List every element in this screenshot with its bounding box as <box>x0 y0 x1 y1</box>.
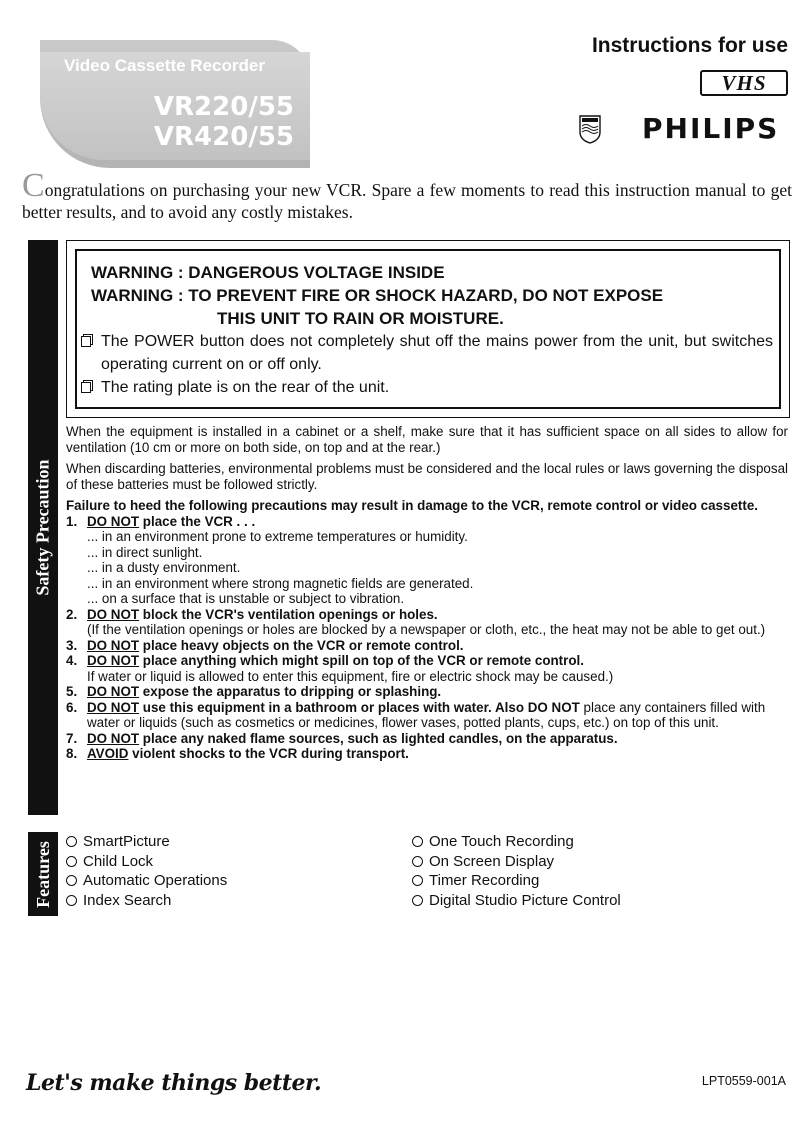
precaution-item <box>66 638 788 654</box>
precaution-tail: place any containers filled with water or liquids (such as cosmetics or medicines, flower vases, potted plants, cups, etc.) on top of this unit. <box>87 699 766 730</box>
precaution-number: 5. <box>66 684 78 699</box>
precaution-heading <box>87 731 788 747</box>
feature-item <box>66 871 412 891</box>
precaution-heading <box>87 607 788 623</box>
precaution-item <box>66 731 788 747</box>
precaution-item <box>66 746 788 762</box>
feature-label: SmartPicture <box>83 833 170 850</box>
feature-label: Automatic Operations <box>83 872 228 889</box>
feature-item <box>412 871 788 891</box>
feature-label: One Touch Recording <box>429 833 574 850</box>
precautions-lead: Failure to heed the following precautions may result in damage to the VCR, remote control or video cassette. <box>66 498 758 513</box>
warning-box <box>66 240 790 418</box>
checkbox-bullet-icon <box>81 336 91 347</box>
circle-bullet-icon <box>412 875 423 886</box>
features-list <box>66 832 788 910</box>
precaution-item <box>66 700 788 731</box>
precaution-content <box>87 607 788 638</box>
precaution-keyword: AVOID <box>87 746 129 761</box>
precaution-text: expose the apparatus to dripping or splashing. <box>139 684 442 699</box>
precaution-number: 8. <box>66 746 78 761</box>
intro-paragraph <box>22 167 792 223</box>
document-code: LPT0559-001A <box>701 1074 786 1088</box>
feature-item <box>412 891 788 911</box>
warning-bullet-text: The POWER button does not completely shut off the mains power from the unit, but switches operating current on or off only. <box>101 333 773 373</box>
precaution-text: place anything which might spill on top of the VCR or remote control. <box>139 653 584 668</box>
precaution-subitem: If water or liquid is allowed to enter this equipment, fire or electric shock may be caused.) <box>87 668 614 684</box>
circle-bullet-icon <box>412 836 423 847</box>
precaution-keyword: DO NOT <box>87 513 140 529</box>
precaution-keyword: DO NOT <box>87 699 140 715</box>
precaution-subitem: ... on a surface that is unstable or subject to vibration. <box>87 591 405 606</box>
philips-shield-icon <box>578 114 602 144</box>
feature-item <box>66 832 412 852</box>
precaution-keyword: DO NOT <box>87 637 140 653</box>
feature-label: Index Search <box>83 891 172 909</box>
precaution-content <box>87 684 788 700</box>
feature-label: Child Lock <box>83 852 154 870</box>
precaution-text: use this equipment in a bathroom or places with water. Also DO NOT <box>139 699 580 715</box>
precaution-text: place the VCR . . . <box>139 513 256 529</box>
precaution-item <box>66 607 788 638</box>
precautions-body <box>66 424 788 762</box>
precaution-number: 1. <box>66 513 78 529</box>
features-column-left <box>66 832 412 910</box>
battery-paragraph: When discarding batteries, environmental problems must be considered and the local rules or laws governing the disposal of these batteries must be followed strictly. <box>66 461 788 492</box>
feature-label: On Screen Display <box>429 852 555 870</box>
precaution-text: place any naked flame sources, such as lighted candles, on the apparatus. <box>139 730 618 746</box>
precaution-subitem: ... in direct sunlight. <box>87 544 203 560</box>
sidebar-safety-precaution <box>28 240 58 815</box>
precaution-content <box>87 638 788 654</box>
precaution-text: place heavy objects on the VCR or remote control. <box>139 637 464 653</box>
precaution-content <box>87 653 788 684</box>
precaution-keyword: DO NOT <box>87 606 140 622</box>
precaution-number: 2. <box>66 606 78 622</box>
checkbox-bullet-icon <box>81 382 91 393</box>
warning-line-1: WARNING : DANGEROUS VOLTAGE INSIDE <box>91 263 445 282</box>
drop-cap: C <box>22 167 45 204</box>
brand-slogan: Let's make things better. <box>26 1070 322 1096</box>
precaution-content <box>87 700 788 731</box>
page-title: Instructions for use <box>591 34 788 57</box>
precaution-content <box>87 731 788 747</box>
circle-bullet-icon <box>66 836 77 847</box>
precaution-subitem: ... in an environment where strong magnetic fields are generated. <box>87 575 474 591</box>
sidebar-features <box>28 832 58 916</box>
feature-label: Timer Recording <box>429 872 540 889</box>
precaution-content <box>87 746 788 762</box>
product-type: Video Cassette Recorder <box>64 56 265 75</box>
precaution-heading <box>87 638 788 654</box>
precaution-number: 4. <box>66 653 78 668</box>
circle-bullet-icon <box>412 856 423 867</box>
brand-logo: PHILIPS <box>642 112 780 145</box>
precaution-heading <box>87 653 788 669</box>
precaution-subitem: ... in an environment prone to extreme temperatures or humidity. <box>87 529 468 544</box>
precautions-list <box>66 514 788 762</box>
warning-box-inner <box>75 249 781 409</box>
precaution-number: 3. <box>66 637 78 653</box>
warning-bullet-text: The rating plate is on the rear of the unit. <box>101 379 390 396</box>
model-number-1: VR220/55 <box>153 92 294 122</box>
precaution-item <box>66 653 788 684</box>
precaution-text: block the VCR's ventilation openings or holes. <box>139 606 438 622</box>
precaution-keyword: DO NOT <box>87 653 140 668</box>
precaution-heading <box>87 684 788 700</box>
sidebar-features-label: Features <box>32 840 53 908</box>
warning-bullet <box>81 330 773 376</box>
circle-bullet-icon <box>66 895 77 906</box>
features-column-right <box>412 832 788 910</box>
precaution-heading <box>87 514 788 530</box>
precaution-text: violent shocks to the VCR during transport. <box>128 746 409 761</box>
intro-text: ongratulations on purchasing your new VCR. Spare a few moments to read this instruction manual to get better results, and to avoid any costly mistakes. <box>22 180 792 222</box>
precaution-subitem: (If the ventilation openings or holes are blocked by a newspaper or cloth, etc., the heat may not be able to get out.) <box>87 622 766 637</box>
precaution-item <box>66 684 788 700</box>
feature-item <box>412 852 788 872</box>
warning-line-2: WARNING : TO PREVENT FIRE OR SHOCK HAZARD, DO NOT EXPOSE <box>91 286 664 305</box>
warning-bullet <box>81 376 773 399</box>
precaution-subitem: ... in a dusty environment. <box>87 560 241 575</box>
sidebar-safety-label: Safety Precaution <box>32 459 53 596</box>
precaution-number: 7. <box>66 730 78 746</box>
circle-bullet-icon <box>66 875 77 886</box>
feature-item <box>412 832 788 852</box>
warning-line-3: THIS UNIT TO RAIN OR MOISTURE. <box>217 309 504 328</box>
precaution-heading <box>87 746 788 762</box>
vhs-logo: VHS <box>700 70 788 96</box>
precaution-keyword: DO NOT <box>87 730 140 746</box>
precaution-number: 6. <box>66 699 78 715</box>
precaution-item <box>66 514 788 607</box>
precaution-content <box>87 514 788 607</box>
feature-item <box>66 891 412 911</box>
feature-label: Digital Studio Picture Control <box>429 891 621 909</box>
circle-bullet-icon <box>412 895 423 906</box>
circle-bullet-icon <box>66 856 77 867</box>
precaution-keyword: DO NOT <box>87 684 140 699</box>
precaution-heading <box>87 700 788 731</box>
model-number-2: VR420/55 <box>153 122 294 152</box>
feature-item <box>66 852 412 872</box>
ventilation-paragraph: When the equipment is installed in a cabinet or a shelf, make sure that it has sufficient space on all sides to allow for ventilation (10 cm or more on both side, on top and at the rear.) <box>66 424 788 455</box>
